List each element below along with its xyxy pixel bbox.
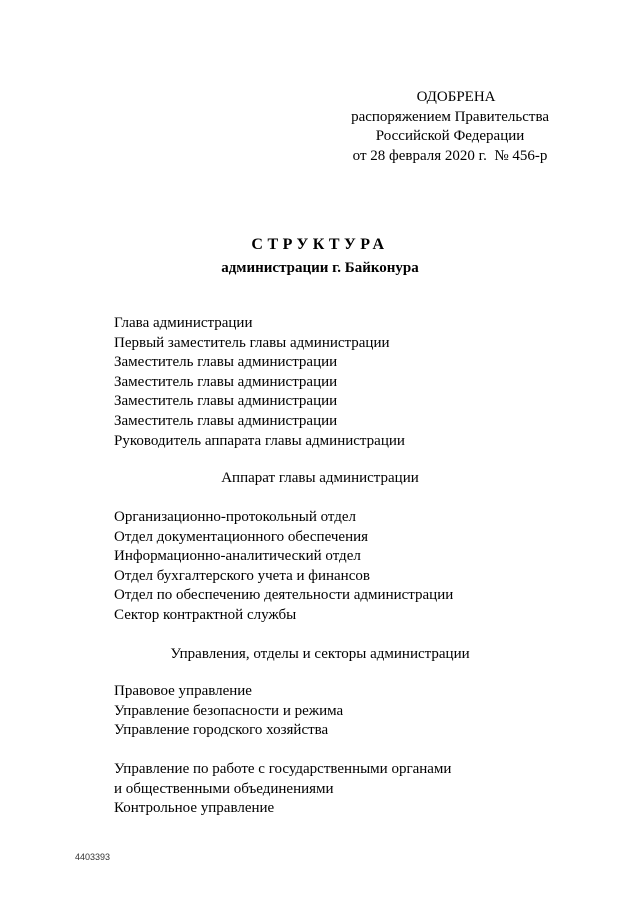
approval-line-1: распоряжением Правительства <box>351 108 549 125</box>
list-item: Заместитель главы администрации <box>114 412 338 429</box>
apparatus-heading: Аппарат главы администрации <box>221 470 419 486</box>
approval-line-2: Российской Федерации <box>375 128 525 144</box>
list-item: Правовое управление <box>114 683 252 699</box>
approval-number: № 456-р <box>494 147 548 164</box>
list-item: Управление городского хозяйства <box>114 722 329 739</box>
list-item: Руководитель аппарата главы администрации <box>114 432 405 449</box>
list-item: Информационно-аналитический отдел <box>114 548 361 565</box>
list-item: Управление по работе с государственными органами <box>114 761 452 777</box>
list-item: Заместитель главы администрации <box>114 354 338 371</box>
approval-stamp <box>351 88 549 166</box>
list-item: Первый заместитель главы администрации <box>114 334 390 351</box>
list-item: Отдел по обеспечению деятельности администрации <box>114 587 454 604</box>
list-item: Организационно-протокольный отдел <box>114 509 357 525</box>
departments-list-1 <box>114 682 343 741</box>
list-item: Заместитель главы администрации <box>114 393 338 410</box>
list-item: Отдел документационного обеспечения <box>114 528 369 545</box>
document-title: СТРУКТУРА <box>251 236 389 253</box>
approval-date-line <box>351 147 549 167</box>
list-item: Заместитель главы администрации <box>114 373 338 390</box>
list-item: Контрольное управление <box>114 800 275 817</box>
title-block <box>0 234 640 278</box>
list-item: Отдел бухгалтерского учета и финансов <box>114 567 370 584</box>
document-id: 4403393 <box>75 852 111 862</box>
departments-list-2 <box>114 760 451 819</box>
approval-status: ОДОБРЕНА <box>416 89 496 105</box>
list-item: и общественными объединениями <box>114 780 334 797</box>
list-item: Глава администрации <box>114 315 253 331</box>
list-item: Сектор контрактной службы <box>114 606 297 623</box>
leadership-list <box>114 314 405 451</box>
document-subtitle: администрации г. Байконура <box>221 260 419 276</box>
apparatus-list <box>114 508 453 626</box>
approval-date: от 28 февраля 2020 г. <box>352 147 487 164</box>
departments-heading: Управления, отделы и секторы администрации <box>170 646 470 662</box>
list-item: Управление безопасности и режима <box>114 702 344 719</box>
